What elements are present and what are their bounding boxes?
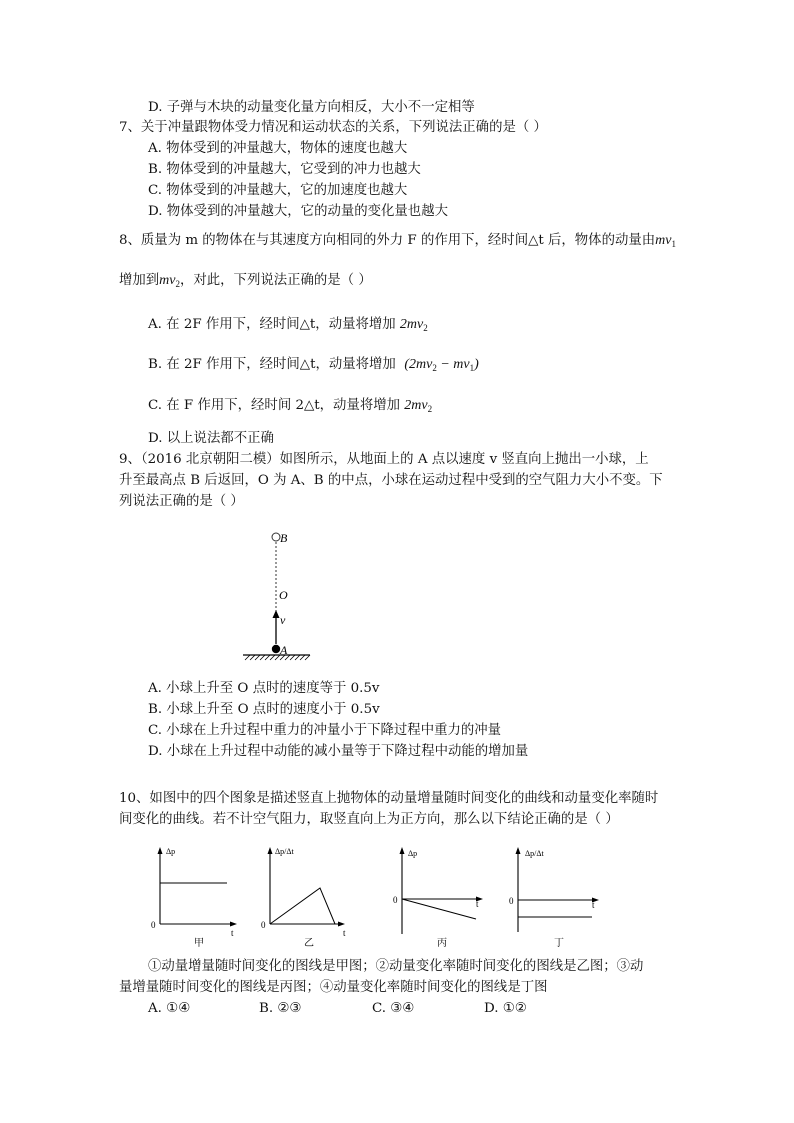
label-a: A bbox=[280, 643, 288, 657]
q9-option-b: B. 小球上升至 O 点时的速度小于 0.5v bbox=[148, 702, 380, 717]
q8-option-b: B. 在 2F 作用下，经时间△t，动量将增加 $(2mv_2 - mv_1)$ bbox=[148, 357, 479, 373]
q8-stem-line2: 增加到$mv_2$，对此，下列说法正确的是（ ） bbox=[119, 273, 372, 289]
q7-option-b: B. 物体受到的冲量越大，它受到的冲力也越大 bbox=[148, 162, 421, 177]
label-b: B bbox=[280, 531, 288, 545]
y-axis-arrow-icon bbox=[268, 847, 273, 854]
q7-stem: 7、关于冲量跟物体受力情况和运动状态的关系，下列说法正确的是（ ） bbox=[119, 120, 547, 135]
q10-option-b: B. ②③ bbox=[259, 1001, 302, 1016]
x-axis-label: t bbox=[476, 899, 479, 909]
q8-stem-text: 8、质量为 m 的物体在与其速度方向相同的外力 F 的作用下，经时间△t 后，物体的动量由 bbox=[119, 233, 656, 248]
y-axis-arrow-icon bbox=[158, 847, 163, 854]
ground-hatch bbox=[245, 655, 310, 660]
x-axis-label: t bbox=[592, 900, 595, 910]
graph-ding bbox=[506, 842, 606, 954]
q9-stem-line3: 列说法正确的是（ ） bbox=[119, 494, 244, 509]
q10-stem-line2: 间变化的曲线。若不计空气阻力，取竖直向上为正方向，那么以下结论正确的是（ ） bbox=[119, 812, 619, 827]
x-axis-arrow-icon bbox=[230, 922, 237, 927]
origin-label: 0 bbox=[261, 920, 266, 930]
q8-option-a: A. 在 2F 作用下，经时间△t，动量将增加 $2mv_2$ bbox=[148, 317, 428, 333]
origin-label: 0 bbox=[393, 895, 398, 905]
q9-figure bbox=[236, 526, 320, 664]
q10-stem-line1: 10、如图中的四个图象是描述竖直上抛物体的动量增量随时间变化的曲线和动量变化率随时 bbox=[119, 791, 659, 806]
y-axis-label: Δp/Δt bbox=[525, 849, 544, 858]
y-axis-arrow-icon bbox=[516, 847, 521, 854]
q8-option-d: D. 以上说法都不正确 bbox=[148, 431, 274, 446]
x-axis-arrow-icon bbox=[338, 922, 345, 927]
ball-point-a bbox=[272, 645, 280, 653]
x-axis-label: t bbox=[343, 928, 346, 938]
q10-option-c: C. ③④ bbox=[372, 1001, 415, 1016]
q7-option-d: D. 物体受到的冲量越大，它的动量的变化量也越大 bbox=[148, 204, 448, 219]
q10-option-d: D. ①② bbox=[484, 1001, 527, 1016]
q8-option-c: C. 在 F 作用下，经时间 2△t，动量将增加 $2mv_2$ bbox=[148, 398, 433, 414]
graph-yi bbox=[258, 842, 358, 954]
graph-caption: 丙 bbox=[437, 938, 447, 949]
q8-stem-line1 bbox=[119, 232, 676, 253]
origin-label: 0 bbox=[509, 896, 514, 906]
q9-option-d: D. 小球在上升过程中动能的减小量等于下降过程中动能的增加量 bbox=[148, 744, 529, 759]
q8-mv1: $mv_1$ bbox=[655, 233, 676, 249]
velocity-arrowhead-icon bbox=[273, 610, 280, 618]
label-v: v bbox=[280, 613, 286, 627]
q6-option-d: D. 子弹与木块的动量变化量方向相反，大小不一定相等 bbox=[148, 100, 475, 115]
q10-option-a: A. ①④ bbox=[148, 1001, 191, 1016]
q10-statement-line2: 量增量随时间变化的图线是丙图；④动量变化率随时间变化的图线是丁图 bbox=[119, 980, 548, 995]
graph-caption: 丁 bbox=[554, 938, 564, 949]
y-axis-label: Δp bbox=[408, 849, 418, 858]
q7-option-c: C. 物体受到的冲量越大，它的加速度也越大 bbox=[148, 183, 408, 198]
y-axis-label: Δp bbox=[166, 847, 176, 856]
x-axis-label: t bbox=[231, 928, 234, 938]
q9-option-c: C. 小球在上升过程中重力的冲量小于下降过程中重力的冲量 bbox=[148, 723, 502, 738]
graph-caption: 乙 bbox=[304, 938, 314, 949]
graph-jia bbox=[148, 842, 248, 954]
q10-statement-line1: ①动量增量随时间变化的图线是甲图；②动量变化率随时间变化的图线是乙图；③动 bbox=[148, 959, 644, 974]
q8-mv2: $mv_2$ bbox=[159, 273, 180, 289]
q9-stem-line1: 9、（2016 北京朝阳二模）如图所示，从地面上的 A 点以速度 v 竖直向上抛出一小球，上 bbox=[119, 452, 649, 467]
q9-stem-line2: 升至最高点 B 后返回，O 为 A、B 的中点，小球在运动过程中受到的空气阻力大小不变。下 bbox=[119, 473, 663, 488]
graph-line bbox=[270, 888, 335, 924]
label-o: O bbox=[279, 588, 288, 602]
graph-line bbox=[402, 899, 476, 919]
y-axis-label: Δp/Δt bbox=[275, 847, 294, 856]
graph-caption: 甲 bbox=[194, 938, 204, 949]
q7-option-a: A. 物体受到的冲量越大，物体的速度也越大 bbox=[148, 141, 408, 156]
q9-option-a: A. 小球上升至 O 点时的速度等于 0.5v bbox=[148, 681, 380, 696]
y-axis-arrow-icon bbox=[400, 847, 405, 854]
graph-bing bbox=[390, 842, 490, 954]
origin-label: 0 bbox=[151, 920, 156, 930]
ball-top-point-b bbox=[272, 533, 280, 541]
